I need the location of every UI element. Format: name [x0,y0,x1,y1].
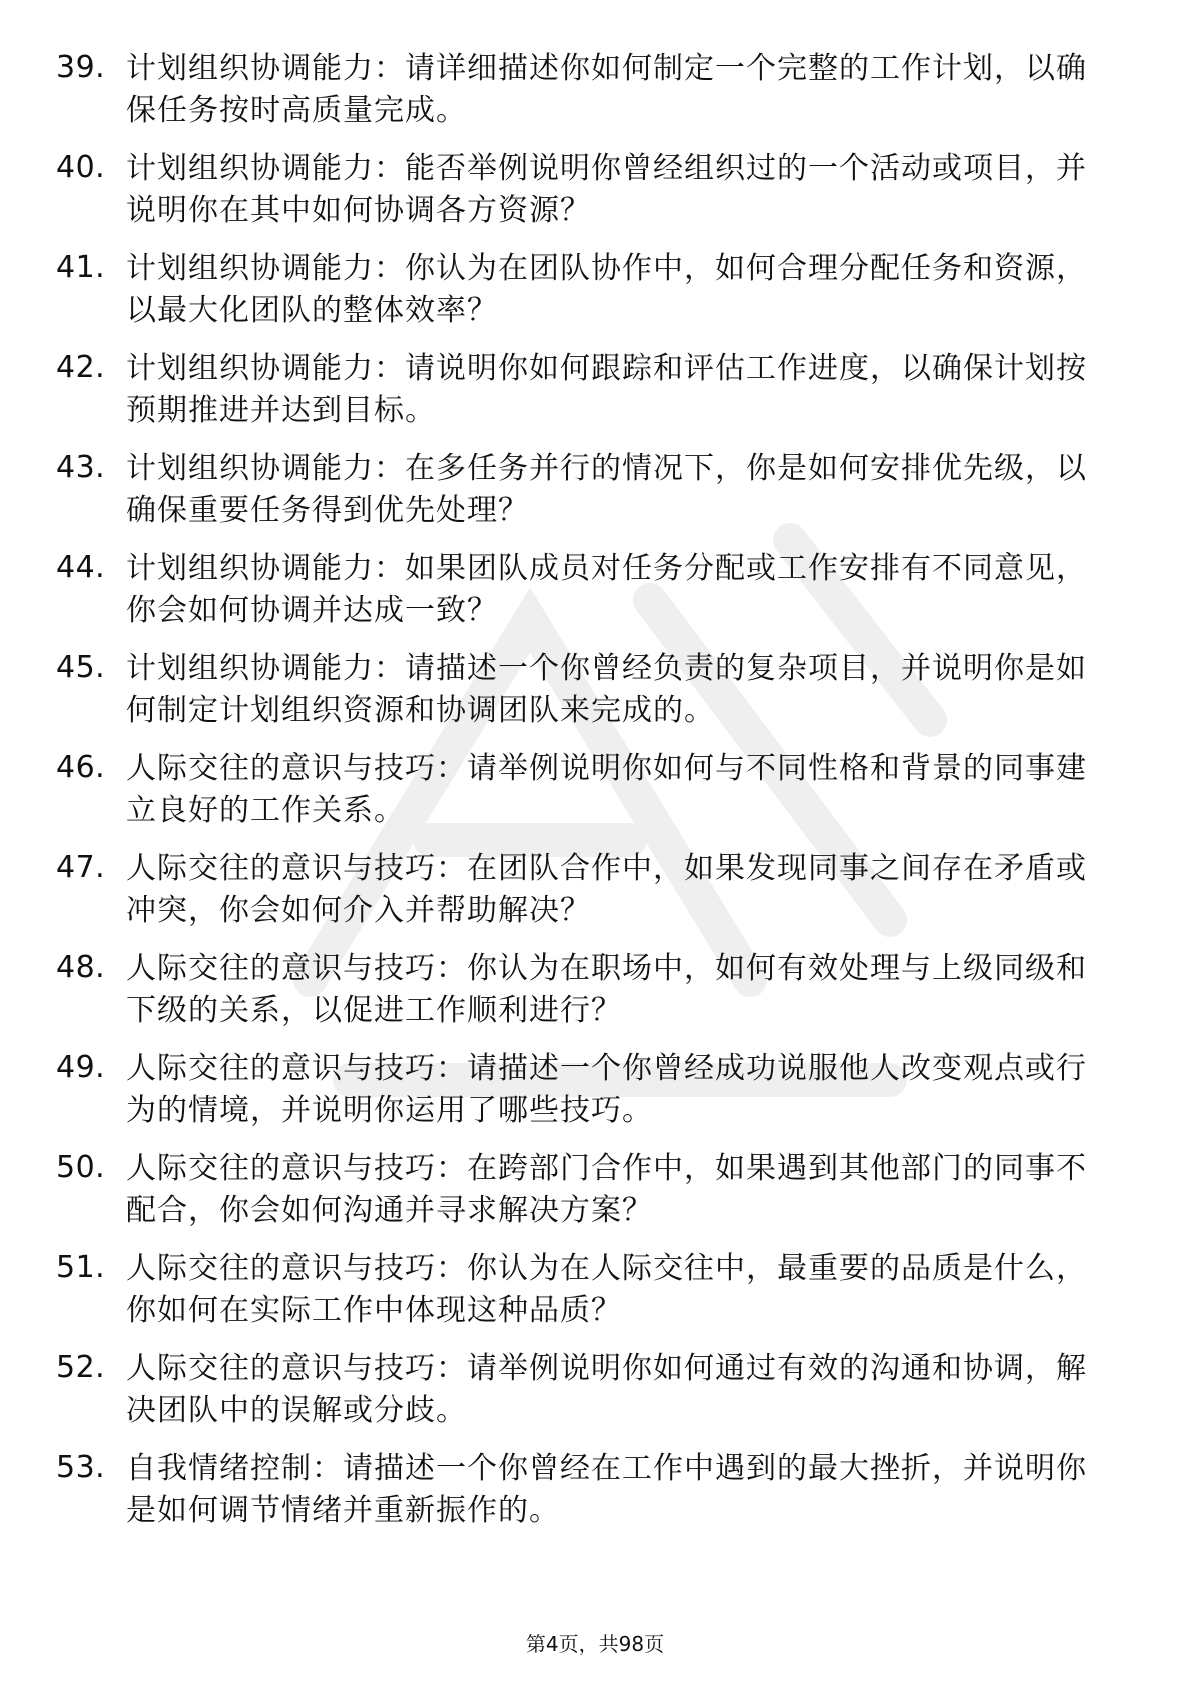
question-text: 自我情绪控制：请描述一个你曾经在工作中遇到的最大挫折，并说明你是如何调节情绪并重新振作的。 [126,1451,1087,1528]
question-item [56,1448,1116,1532]
question-item [56,48,1116,132]
question-item [56,148,1116,232]
question-number: 53. [56,1450,106,1485]
question-text: 人际交往的意识与技巧：在团队合作中，如果发现同事之间存在矛盾或冲突，你会如何介入并帮助解决？ [126,851,1087,928]
question-item [56,1348,1116,1432]
question-number: 50. [56,1150,106,1185]
question-text: 人际交往的意识与技巧：你认为在人际交往中，最重要的品质是什么，你如何在实际工作中体现这种品质？ [126,1251,1087,1328]
question-text: 人际交往的意识与技巧：你认为在职场中，如何有效处理与上级同级和下级的关系，以促进工作顺利进行？ [126,951,1087,1028]
question-text: 计划组织协调能力：能否举例说明你曾经组织过的一个活动或项目，并说明你在其中如何协调各方资源？ [126,151,1087,228]
question-number: 45. [56,650,106,685]
question-item [56,448,1116,532]
question-list [56,48,1116,1548]
question-text: 人际交往的意识与技巧：在跨部门合作中，如果遇到其他部门的同事不配合，你会如何沟通并寻求解决方案？ [126,1151,1087,1228]
question-item [56,1148,1116,1232]
question-number: 42. [56,350,106,385]
question-text: 人际交往的意识与技巧：请举例说明你如何通过有效的沟通和协调，解决团队中的误解或分歧。 [126,1351,1087,1428]
question-text: 计划组织协调能力：请描述一个你曾经负责的复杂项目，并说明你是如何制定计划组织资源和协调团队来完成的。 [126,651,1087,728]
question-text: 计划组织协调能力：请详细描述你如何制定一个完整的工作计划，以确保任务按时高质量完成。 [126,51,1087,128]
question-number: 47. [56,850,106,885]
question-text: 计划组织协调能力：你认为在团队协作中，如何合理分配任务和资源，以最大化团队的整体效率？ [126,251,1087,328]
question-number: 48. [56,950,106,985]
page-footer [0,1632,1190,1656]
question-number: 39. [56,50,106,85]
question-item [56,948,1116,1032]
question-number: 49. [56,1050,106,1085]
question-number: 40. [56,150,106,185]
question-item [56,1248,1116,1332]
question-number: 41. [56,250,106,285]
question-item [56,248,1116,332]
page-number-label: 第4页，共98页 [525,1632,665,1656]
question-item [56,748,1116,832]
question-item [56,548,1116,632]
question-text: 人际交往的意识与技巧：请举例说明你如何与不同性格和背景的同事建立良好的工作关系。 [126,751,1087,828]
question-number: 52. [56,1350,106,1385]
question-number: 51. [56,1250,106,1285]
question-text: 计划组织协调能力：在多任务并行的情况下，你是如何安排优先级，以确保重要任务得到优先处理？ [126,451,1087,528]
question-number: 46. [56,750,106,785]
question-item [56,648,1116,732]
question-item [56,848,1116,932]
question-item [56,1048,1116,1132]
question-number: 44. [56,550,106,585]
question-text: 计划组织协调能力：如果团队成员对任务分配或工作安排有不同意见，你会如何协调并达成一致？ [126,551,1087,628]
question-text: 人际交往的意识与技巧：请描述一个你曾经成功说服他人改变观点或行为的情境，并说明你运用了哪些技巧。 [126,1051,1087,1128]
question-number: 43. [56,450,106,485]
question-text: 计划组织协调能力：请说明你如何跟踪和评估工作进度，以确保计划按预期推进并达到目标。 [126,351,1087,428]
question-item [56,348,1116,432]
